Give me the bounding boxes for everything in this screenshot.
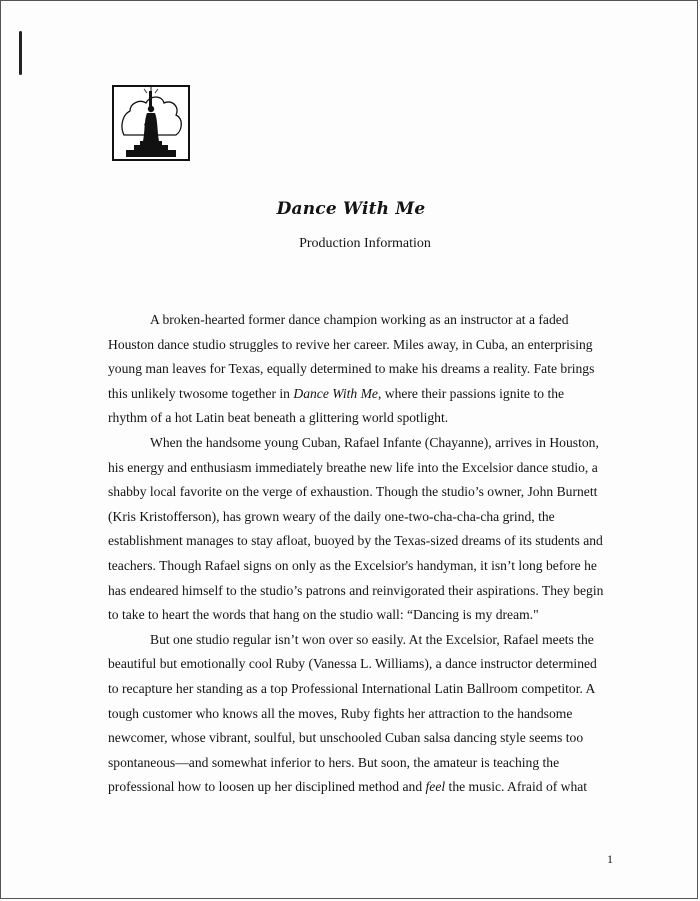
document-title: Dance With Me <box>276 199 426 219</box>
paragraph-3 <box>108 628 618 800</box>
paragraph-line: shabby local favorite on the verge of exhaustion. Though the studio’s owner, John Burnett <box>108 484 598 500</box>
paragraph-line: spontaneous—and somewhat inferior to hers. But soon, the amateur is teaching the <box>108 754 560 770</box>
body-text <box>108 308 618 800</box>
studio-logo <box>112 85 190 161</box>
paragraph-line: A broken-hearted former dance champion working as an instructor at a faded <box>150 312 569 327</box>
paragraph-line: his energy and enthusiasm immediately breathe new life into the Excelsior dance studio, a <box>108 459 598 475</box>
paragraph-line: But one studio regular isn’t won over so easily. At the Excelsior, Rafael meets the <box>150 631 594 647</box>
paragraph-line: (Kris Kristofferson), has grown weary of the daily one-two-cha-cha-cha grind, the <box>108 508 555 524</box>
text-run: professional how to loosen up her disciplined method and <box>108 779 426 795</box>
paragraph-line: has endeared himself to the studio’s patrons and reinvigorated their aspirations. They begin <box>108 582 604 598</box>
page-number: 1 <box>607 852 613 866</box>
paragraph-line: newcomer, whose vibrant, soulful, but unschooled Cuban salsa dancing style seems too <box>108 730 584 746</box>
paragraph-line: rhythm of a hot Latin beat beneath a glittering world spotlight. <box>108 410 449 426</box>
paragraph-line: to take to heart the words that hang on the studio wall: “Dancing is my dream." <box>108 607 539 623</box>
document-subtitle: Production Information <box>299 236 431 251</box>
paragraph-line: to recapture her standing as a top Professional International Latin Ballroom competitor. A <box>108 680 596 696</box>
text-run: the music. Afraid of what <box>445 779 588 795</box>
text-run: , where their passions ignite to the <box>377 385 565 401</box>
text-run: this unlikely twosome together in <box>108 385 294 401</box>
paragraph-line: beautiful but emotionally cool Ruby (Vanessa L. Williams), a dance instructor determined <box>108 656 597 672</box>
emphasis-italic: feel <box>425 779 446 795</box>
paragraph-line <box>66 382 618 407</box>
torch-lady-logo-icon <box>114 87 188 159</box>
film-title-italic: Dance With Me <box>293 385 378 401</box>
scan-mark <box>19 31 22 75</box>
paragraph-line: tough customer who knows all the moves, Ruby fights her attraction to the handsome <box>108 705 573 721</box>
paragraph-line: establishment manages to stay afloat, buoyed by the Texas-sized dreams of its students and <box>108 533 603 549</box>
paragraph-2 <box>108 431 618 628</box>
paragraph-line: teachers. Though Rafael signs on only as the Excelsior's handyman, it isn’t long before he <box>108 557 597 573</box>
paragraph-1 <box>108 308 618 431</box>
paragraph-line: When the handsome young Cuban, Rafael Infante (Chayanne), arrives in Houston, <box>150 434 599 450</box>
paragraph-line: young man leaves for Texas, equally determined to make his dreams a reality. Fate brings <box>108 361 595 377</box>
paragraph-line: Houston dance studio struggles to revive her career. Miles away, in Cuba, an enterprising <box>108 336 593 352</box>
paragraph-line <box>66 775 618 800</box>
